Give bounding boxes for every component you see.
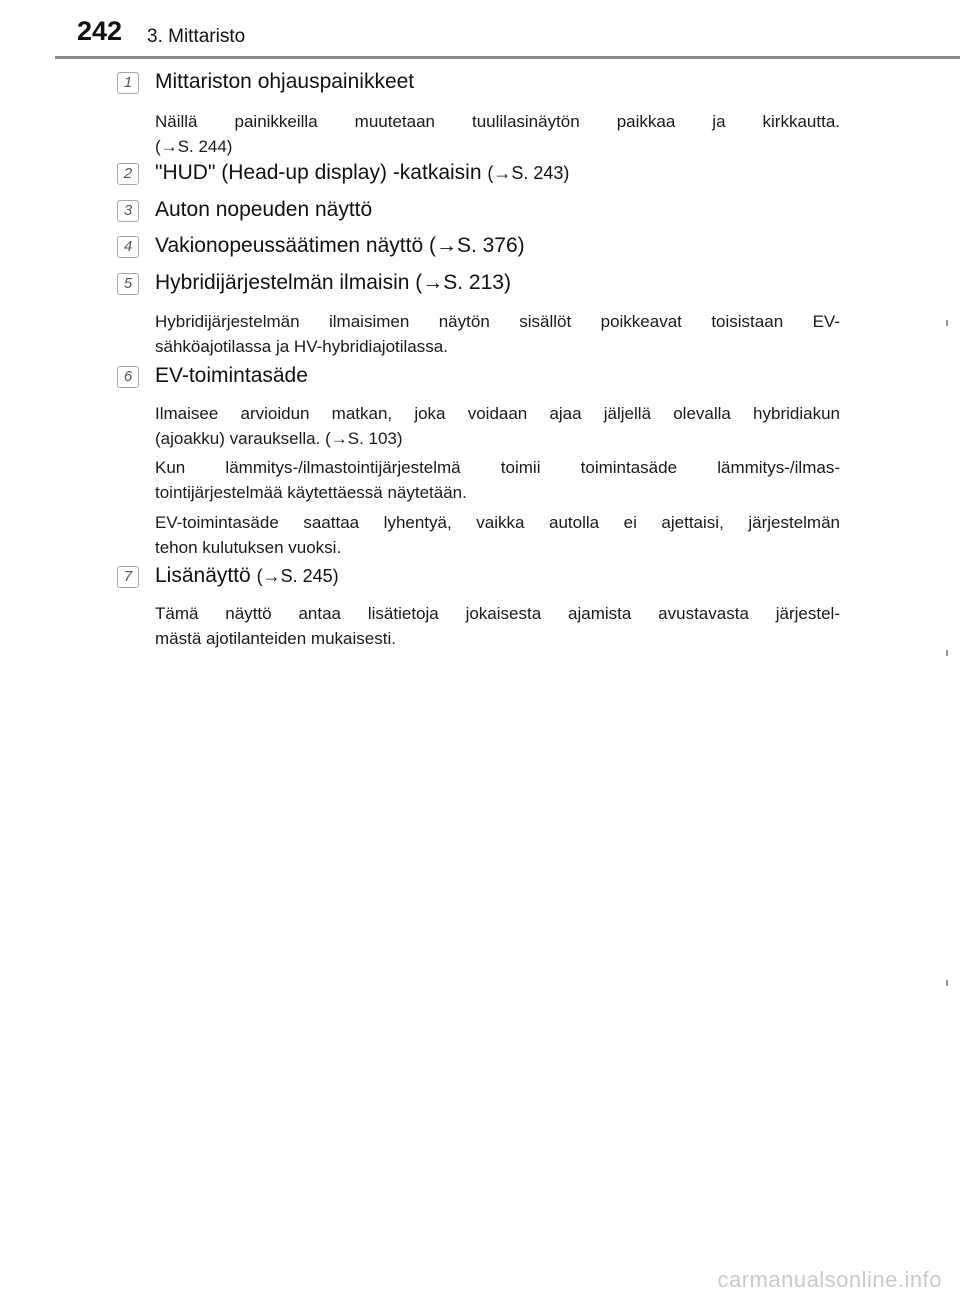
description-line: Kun lämmitys-/ilmastointijärjestelmä toimii toimintasäde lämmitys-/ilmas- bbox=[155, 458, 840, 477]
item-title bbox=[155, 564, 339, 588]
page-reference: (→S. 245) bbox=[256, 566, 339, 586]
description-line: Tämä näyttö antaa lisätietoja jokaisesta ajamista avustavasta järjestel- bbox=[155, 604, 840, 623]
description-line: Näillä painikkeilla muutetaan tuulilasinäytön paikkaa ja kirkkautta. bbox=[155, 112, 840, 131]
item-number-badge: 1 bbox=[117, 72, 139, 94]
item-number-badge: 7 bbox=[117, 566, 139, 588]
page-reference: (→S. 243) bbox=[487, 163, 570, 183]
description-line: (→S. 244) bbox=[155, 137, 233, 156]
item-number-badge: 2 bbox=[117, 163, 139, 185]
page-header bbox=[0, 0, 960, 60]
description-line: (ajoakku) varauksella. (→S. 103) bbox=[155, 429, 403, 448]
item-description bbox=[155, 455, 840, 505]
item-title: Auton nopeuden näyttö bbox=[155, 198, 373, 221]
watermark: carmanualsonline.info bbox=[717, 1267, 942, 1292]
item-title: Mittariston ohjauspainikkeet bbox=[155, 70, 415, 93]
item-title: EV-toimintasäde bbox=[155, 364, 308, 387]
item-description bbox=[155, 510, 840, 560]
section-title: 3. Mittaristo bbox=[147, 26, 246, 47]
item-description bbox=[155, 401, 840, 451]
description-line: tehon kulutuksen vuoksi. bbox=[155, 538, 342, 557]
item-number-badge: 6 bbox=[117, 366, 139, 388]
description-line: Hybridijärjestelmän ilmaisimen näytön sisällöt poikkeavat toisistaan EV- bbox=[155, 312, 840, 331]
item-description bbox=[155, 601, 840, 651]
item-title bbox=[155, 161, 569, 185]
description-line: sähköajotilassa ja HV-hybridiajotilassa. bbox=[155, 337, 448, 356]
edge-tick bbox=[946, 320, 948, 326]
edge-tick bbox=[946, 980, 948, 986]
description-line: EV-toimintasäde saattaa lyhentyä, vaikka autolla ei ajettaisi, järjestelmän bbox=[155, 513, 840, 532]
item-title-text: Lisänäyttö bbox=[155, 564, 251, 587]
description-line: mästä ajotilanteiden mukaisesti. bbox=[155, 629, 396, 648]
description-line: Ilmaisee arvioidun matkan, joka voidaan ajaa jäljellä olevalla hybridiakun bbox=[155, 404, 840, 423]
edge-tick bbox=[946, 650, 948, 656]
description-line: tointijärjestelmää käytettäessä näytetään. bbox=[155, 483, 467, 502]
page-number: 242 bbox=[77, 16, 123, 46]
item-number-badge: 4 bbox=[117, 236, 139, 258]
item-number-badge: 5 bbox=[117, 273, 139, 295]
header-divider bbox=[55, 56, 960, 59]
item-description bbox=[155, 309, 840, 359]
item-title: Vakionopeussäätimen näyttö (→S. 376) bbox=[155, 234, 525, 257]
item-description bbox=[155, 109, 840, 159]
item-title-text: "HUD" (Head-up display) -katkaisin bbox=[155, 161, 482, 184]
item-number-badge: 3 bbox=[117, 200, 139, 222]
item-title: Hybridijärjestelmän ilmaisin (→S. 213) bbox=[155, 271, 511, 294]
